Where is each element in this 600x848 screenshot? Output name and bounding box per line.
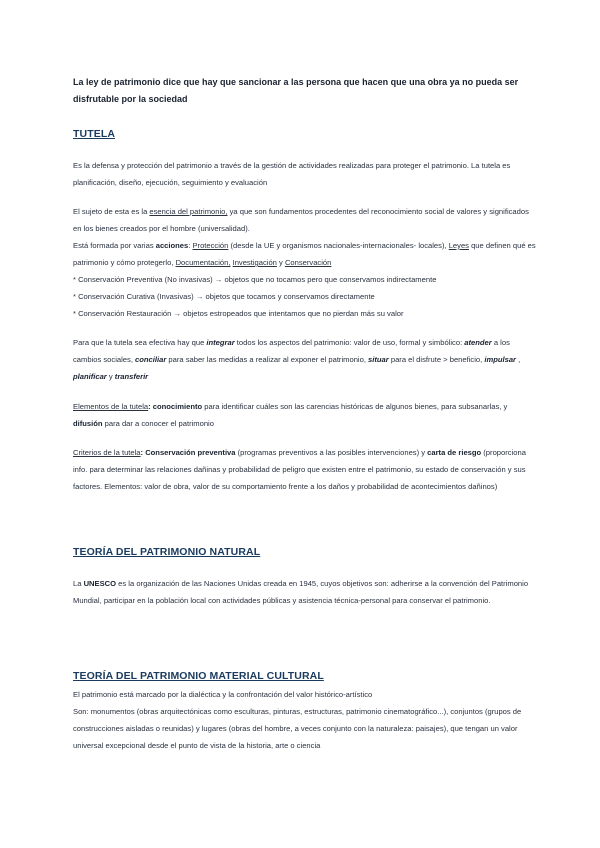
heading-patrimonio-natural: TEORÍA DEL PATRIMONIO NATURAL [73, 546, 261, 558]
term-situar: situar [368, 355, 389, 364]
intro-text: La ley de patrimonio dice que hay que sancionar a las persona que hacen que una obra ya no pueda ser disfrutable por la sociedad [73, 77, 519, 104]
term-leyes: Leyes [448, 241, 469, 250]
tutela-effective [73, 334, 538, 385]
term-conservacion-preventiva: Conservación preventiva [145, 448, 236, 457]
tutela-subject [73, 203, 538, 237]
text-run: a los cambios sociales, [73, 338, 510, 364]
heading-patrimonio-material: TEORÍA DEL PATRIMONIO MATERIAL CULTURAL [73, 670, 324, 682]
bullet-preventiva: * Conservación Preventiva (No invasivas) → objetos que no tocamos pero que conservamos indirectamente [73, 275, 437, 284]
natural-unesco [73, 575, 538, 609]
term-impulsar: impulsar [484, 355, 517, 364]
term-proteccion: Protección [192, 241, 229, 250]
text-run: que definen qué es patrimonio y cómo protegerlo, [73, 241, 536, 267]
label-elementos: Elementos de la tutela [73, 402, 149, 411]
text-run: El sujeto de esta es la [73, 207, 150, 216]
term-conservacion: Conservación [284, 258, 332, 267]
term-planificar: planificar [73, 372, 107, 381]
tutela-criteria [73, 444, 538, 495]
bullet-curativa: * Conservación Curativa (Invasivas) → objetos que tocamos y conservamos directamente [73, 292, 375, 301]
text-run: ya que son fundamentos procedentes del reconocimiento social de valores y significados en los bienes creados por el hombre (universalidad). [73, 207, 529, 233]
term-carta-de-riesgo: carta de riesgo [427, 448, 482, 457]
text-run: y [106, 372, 115, 381]
text-run: , [516, 355, 521, 364]
label-criterios: Criterios de la tutela [73, 448, 141, 457]
text-run: para dar a conocer el patrimonio [102, 419, 214, 428]
text-run: es la organización de las Naciones Unidas creada en 1945, cuyos objetivos son: adherirse a la convención del Patrimonio Mundial, participar en la población local con actividades públicas y asistencia técnica-personal para conservar el patrimonio. [73, 579, 529, 605]
term-atender: atender [464, 338, 492, 347]
material-intro: El patrimonio está marcado por la dialéctica y la confrontación del valor histórico-artístico [73, 690, 373, 699]
term-esencia: esencia del patrimonio, [149, 207, 228, 216]
tutela-elements [73, 398, 538, 432]
text-run: : [148, 402, 153, 411]
text-run: La [73, 579, 84, 588]
term-investigacion: Investigación [232, 258, 277, 267]
bullet-restauracion: * Conservación Restauración → objetos estropeados que intentamos que no pierdan más su valor [73, 309, 404, 318]
material-types: Son: monumentos (obras arquitectónicas como esculturas, pinturas, estructuras, patrimonio cinematográfico...), conjuntos (grupos de construcciones aisladas o reunidas) y lugares (obras del hombre, a veces conjunto con la naturaleza: paisajes), que tengan un valor universal excepcional desde el punto de vista de la historia, arte o ciencia [73, 707, 522, 750]
text-run: : [188, 241, 193, 250]
term-conciliar: conciliar [135, 355, 167, 364]
text-run: para identificar cuáles son las carencias históricas de algunos bienes, para subsanarlas, y [202, 402, 508, 411]
term-acciones: acciones [155, 241, 189, 250]
term-documentacion: Documentación, [175, 258, 231, 267]
text-run: (proporciona info. para determinar las relaciones dañinas y probabilidad de peligro que existen entre el patrimonio, su estado de conservación y sus factores. Elementos: valor de obra, valor de su comportamiento frente a los daños y probabilidad de acontecimientos dañinos) [73, 448, 526, 491]
text-run: para saber las medidas a realizar al exponer el patrimonio, [166, 355, 369, 364]
term-transferir: transferir [114, 372, 149, 381]
text-run: y [276, 258, 285, 267]
term-difusion: difusión [73, 419, 103, 428]
term-integrar: integrar [206, 338, 235, 347]
text-run: para el disfrute > beneficio, [388, 355, 485, 364]
tutela-actions [73, 237, 538, 322]
term-conocimiento: conocimiento [152, 402, 203, 411]
term-unesco: UNESCO [83, 579, 117, 588]
text-run: (programas preventivos a las posibles intervenciones) y [235, 448, 428, 457]
text-run: : [140, 448, 146, 457]
tutela-definition: Es la defensa y protección del patrimonio a través de la gestión de actividades realizadas para proteger el patrimonio. La tutela es planificación, diseño, ejecución, seguimiento y evaluación [73, 161, 511, 187]
text-run: todos los aspectos del patrimonio: valor de uso, formal y simbólico: [234, 338, 465, 347]
heading-tutela: TUTELA [73, 128, 116, 140]
text-run: Para que la tutela sea efectiva hay que [73, 338, 207, 347]
text-run: (desde la UE y organismos nacionales-internacionales- locales), [228, 241, 449, 250]
text-run: Está formada por varias [73, 241, 156, 250]
